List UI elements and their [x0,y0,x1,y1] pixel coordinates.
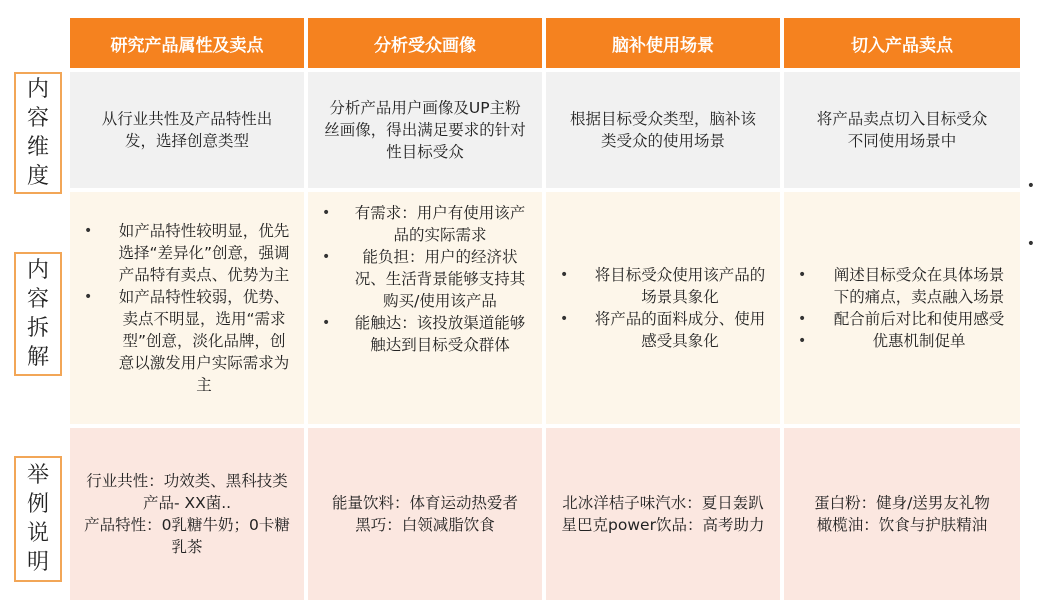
bullet-list [796,264,1008,352]
list-item: • 优惠机制促单 [796,330,1008,352]
row-label-dimension: 内容维度 [14,72,62,194]
bullet-list [320,202,530,356]
edge-bullet: • [1026,178,1035,194]
header-usage-scenario: 脑补使用场景 [546,18,780,68]
cell-example-4 [784,428,1020,600]
cell-breakdown-1 [70,192,304,424]
example-line: 蛋白粉：健身/送男友礼物 [814,494,990,512]
cell-breakdown-3 [546,192,780,424]
example-line: 能量饮料：体育运动热爱者 [331,494,518,512]
row-label-examples: 举例说明 [14,456,62,582]
header-selling-points: 切入产品卖点 [784,18,1020,68]
header-audience-profile: 分析受众画像 [308,18,542,68]
bullet-list [558,264,768,352]
list-item: • 能触达：该投放渠道能够触达到目标受众群体 [320,312,530,356]
edge-bullet: • [1026,236,1035,252]
example-line: 黑巧：白领减脂饮食 [355,516,495,534]
example-line: 橄榄油：饮食与护肤精油 [816,516,988,534]
list-item: • 阐述目标受众在具体场景下的痛点，卖点融入场景 [796,264,1008,308]
cell-example-2 [308,428,542,600]
cell-dimension-1: 从行业共性及产品特性出发，选择创意类型 [70,72,304,188]
cell-example-1 [70,428,304,600]
cell-example-3 [546,428,780,600]
cell-dimension-4: 将产品卖点切入目标受众不同使用场景中 [784,72,1020,188]
cell-dimension-2: 分析产品用户画像及UP主粉丝画像，得出满足要求的针对性目标受众 [308,72,542,188]
header-product-attributes: 研究产品属性及卖点 [70,18,304,68]
list-item: • 将产品的面料成分、使用感受具象化 [558,308,768,352]
example-line: 北冰洋桔子味汽水：夏日轰趴 [562,494,764,512]
list-item: • 配合前后对比和使用感受 [796,308,1008,330]
list-item: • 有需求：用户有使用该产品的实际需求 [320,202,530,246]
example-line: 产品特性：0乳糖牛奶；0卡糖乳茶 [84,516,290,556]
cell-dimension-3: 根据目标受众类型，脑补该类受众的使用场景 [546,72,780,188]
row-label-breakdown: 内容拆解 [14,252,62,376]
list-item: • 如产品特性较明显，优先选择“差异化”创意，强调产品特有卖点、优势为主 [82,220,292,286]
list-item: • 如产品特性较弱，优势、卖点不明显，选用“需求型”创意，淡化品牌，创意以激发用户实际需求为主 [82,286,292,396]
list-item: • 能负担：用户的经济状况、生活背景能够支持其购买/使用该产品 [320,246,530,312]
bullet-list [82,220,292,396]
example-line: 星巴克power饮品：高考助力 [561,516,765,534]
example-line: 行业共性：功效类、黑科技类产品- XX菌.. [86,472,288,512]
cell-breakdown-2 [308,192,542,424]
list-item: • 将目标受众使用该产品的场景具象化 [558,264,768,308]
cell-breakdown-4 [784,192,1020,424]
